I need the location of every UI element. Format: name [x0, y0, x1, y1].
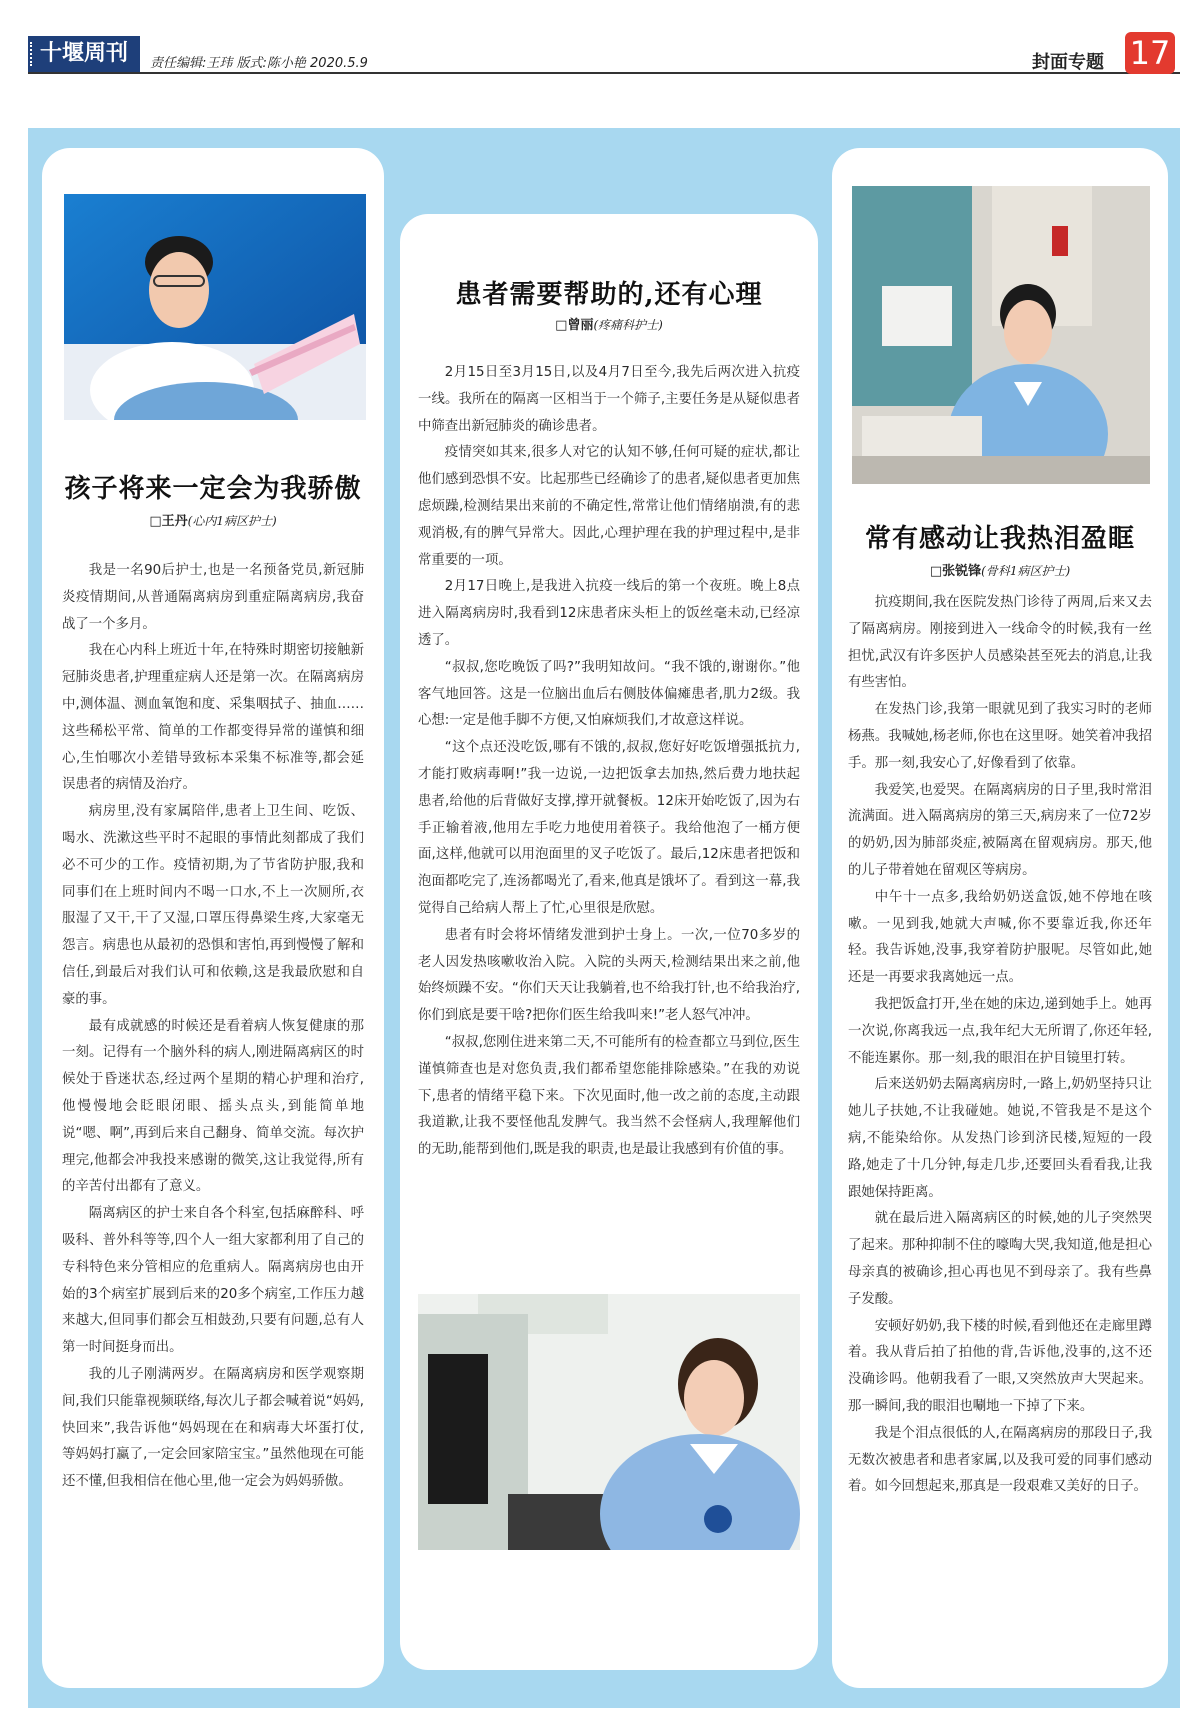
article-paragraph: “这个点还没吃饭,哪有不饿的,叔叔,您好好吃饭增强抵抗力,才能打败病毒啊!”我一边说,一边把饭拿去加热,然后费力地扶起患者,给他的后背做好支撑,撑开就餐板。12床开始吃饭了,因为右手正输着液,他用左手吃力地使用着筷子。我给他泡了一桶方便面,这样,他就可以用泡面里的叉子吃饭了。最后,12床患者把饭和泡面都吃完了,连汤都喝光了,看来,他真是饿坏了。看到这一幕,我觉得自己给病人帮上了忙,心里很是欣慰。 — [418, 740, 800, 916]
author-name: □王丹 — [149, 514, 188, 529]
article-paragraph: 我是个泪点很低的人,在隔离病房的那段日子,我无数次被患者和患者家属,以及我可爱的同事们感动着。如今回想起来,那真是一段艰难又美好的日子。 — [848, 1425, 1152, 1495]
article-paragraph: 安顿好奶奶,我下楼的时候,看到他还在走廊里蹲着。我从背后拍了拍他的背,告诉他,没事的,这不还没确诊吗。他朝我看了一眼,又突然放声大哭起来。那一瞬间,我的眼泪也唰地一下掉了下来。 — [848, 1318, 1152, 1414]
article-paragraph: 抗疫期间,我在医院发热门诊待了两周,后来又去了隔离病房。刚接到进入一线命令的时候,我有一丝担忧,武汉有许多医护人员感染甚至死去的消息,让我有些害怕。 — [848, 595, 1152, 691]
article-paragraph: 我的儿子刚满两岁。在隔离病房和医学观察期间,我们只能靠视频联络,每次儿子都会喊着说“妈妈,快回来”,我告诉他“妈妈现在在和病毒大坏蛋打仗,等妈妈打赢了,一定会回家陪宝宝。”虽然他现在可能还不懂,但我相信在他心里,他一定会为妈妈骄傲。 — [62, 1366, 364, 1490]
author-dept: (心内1病区护士) — [187, 514, 277, 528]
article-paragraph: 我把饭盒打开,坐在她的床边,递到她手上。她再一次说,你离我远一点,我年纪大无所谓了,你还年轻,不能连累你。那一刻,我的眼泪在护目镜里打转。 — [848, 996, 1152, 1066]
article-paragraph: 我是一名90后护士,也是一名预备党员,新冠肺炎疫情期间,从普通隔离病房到重症隔离病房,我奋战了一个多月。 — [62, 563, 364, 632]
page-header — [0, 0, 1200, 100]
article-paragraph: “叔叔,您吃晚饭了吗?”我明知故问。“我不饿的,谢谢你。”他客气地回答。这是一位脑出血后右侧肢体偏瘫患者,肌力2级。我心想:一定是他手脚不方便,又怕麻烦我们,才故意这样说。 — [418, 659, 800, 729]
article-paragraph: 2月15日至3月15日,以及4月7日至今,我先后两次进入抗疫一线。我所在的隔离一区相当于一个筛子,主要任务是从疑似患者中筛查出新冠肺炎的确诊患者。 — [418, 365, 800, 434]
article-paragraph: “叔叔,您刚住进来第二天,不可能所有的检查都立马到位,医生谨慎筛查也是对您负责,我们都希望您能排除感染。”在我的劝说下,患者的情绪平稳下来。下次见面时,他一改之前的态度,主动跟我道歉,让我不要怪他乱发脾气。我当然不会怪病人,我理解他们的无助,能帮到他们,既是我的职责,也是最让我感到有价值的事。 — [418, 1034, 800, 1158]
section-label: 封面专题 — [1032, 52, 1104, 73]
article-photo-2 — [418, 1294, 800, 1550]
article-paragraph: 疫情突如其来,很多人对它的认知不够,任何可疑的症状,都让他们感到恐惧不安。比起那些已经确诊了的患者,疑似患者更加焦虑烦躁,检测结果出来前的不确定性,常常让他们情绪崩溃,有的悲观消极,有的脾气异常大。因此,心理护理在我的护理过程中,是非常重要的一项。 — [418, 445, 800, 568]
article-title-3: 常有感动让我热泪盈眶 — [864, 524, 1135, 554]
article-title-2: 患者需要帮助的,还有心理 — [455, 280, 763, 310]
article-paragraph: 2月17日晚上,是我进入抗疫一线后的第一个夜班。晚上8点进入隔离病房时,我看到12床患者床头柜上的饭丝毫未动,已经凉透了。 — [418, 579, 800, 648]
article-paragraph: 后来送奶奶去隔离病房时,一路上,奶奶坚持只让她儿子扶她,不让我碰她。她说,不管我是不是这个病,不能染给你。从发热门诊到济民楼,短短的一段路,她走了十几分钟,每走几步,还要回头看看我,让我跟她保持距离。 — [848, 1077, 1152, 1200]
article-body-2 — [418, 360, 800, 1164]
article-paragraph: 我爱笑,也爱哭。在隔离病房的日子里,我时常泪流满面。进入隔离病房的第三天,病房来了一位72岁的奶奶,因为肺部炎症,被隔离在留观病房。那天,他的儿子带着她在留观区等病房。 — [848, 782, 1152, 878]
author-dept: (骨科1病区护士) — [981, 564, 1071, 578]
article-byline-1 — [42, 510, 384, 529]
article-paragraph: 患者有时会将坏情绪发泄到护士身上。一次,一位70多岁的老人因发热咳嗽收治入院。入院的头两天,检测结果出来之前,他始终烦躁不安。“你们天天让我躺着,也不给我打针,也不给我治疗,你们到底是要干啥?把你们医生给我叫来!”老人怒气冲冲。 — [418, 927, 800, 1024]
article-byline-3 — [832, 560, 1168, 579]
author-name: □张锐锋 — [929, 564, 982, 579]
article-card-1 — [42, 148, 384, 1688]
article-photo-3 — [852, 186, 1150, 484]
article-body-1 — [62, 558, 364, 1496]
article-paragraph: 隔离病区的护士来自各个科室,包括麻醉科、呼吸科、普外科等等,四个人一组大家都利用了自己的专科特色来分管相应的危重病人。隔离病房也由开始的3个病室扩展到后来的20多个病室,工作压力越来越大,但同事们都会互相鼓劲,只要有问题,总有人第一时间挺身而出。 — [62, 1206, 364, 1356]
article-card-2 — [400, 214, 818, 1670]
article-paragraph: 我在心内科上班近十年,在特殊时期密切接触新冠肺炎患者,护理重症病人还是第一次。在隔离病房中,测体温、测血氧饱和度、采集咽拭子、抽血……这些稀松平常、简单的工作都变得异常的谨慎和细心,生怕哪次小差错导致标本采集不标准等,都会延误患者的病情及治疗。 — [62, 643, 364, 793]
article-paragraph: 就在最后进入隔离病区的时候,她的儿子突然哭了起来。那种抑制不住的嚎啕大哭,我知道,他是担心母亲真的被确诊,担心再也见不到母亲了。我有些鼻子发酸。 — [848, 1211, 1152, 1307]
article-photo-1 — [64, 194, 366, 420]
article-body-3 — [848, 590, 1152, 1501]
author-dept: (疼痛科护士) — [593, 318, 663, 332]
article-paragraph: 在发热门诊,我第一眼就见到了我实习时的老师杨燕。我喊她,杨老师,你也在这里呀。她笑着冲我招手。那一刻,我安心了,好像看到了依靠。 — [848, 702, 1152, 771]
article-paragraph: 病房里,没有家属陪伴,患者上卫生间、吃饭、喝水、洗漱这些平时不起眼的事情此刻都成了我们必不可少的工作。疫情初期,为了节省防护服,我和同事们在上班时间内不喝一口水,不上一次厕所,衣服湿了又干,干了又湿,口罩压得鼻梁生疼,大家毫无怨言。病患也从最初的恐惧和害怕,再到慢慢了解和信任,到最后对我们认可和依赖,这是我最欣慰和自豪的事。 — [62, 804, 364, 1007]
masthead-logo: 十堰周刊 — [28, 36, 140, 72]
header-rule — [28, 72, 1180, 74]
article-card-3 — [832, 148, 1168, 1688]
page-number-badge: 17 — [1125, 32, 1175, 74]
article-byline-2 — [400, 314, 818, 333]
article-title-1: 孩子将来一定会为我骄傲 — [64, 474, 362, 504]
author-name: □曾丽 — [555, 318, 594, 333]
article-paragraph: 中午十一点多,我给奶奶送盒饭,她不停地在咳嗽。一见到我,她就大声喊,你不要靠近我,你还年轻。我告诉她,没事,我穿着防护服呢。尽管如此,她还是一再要求我离她远一点。 — [848, 889, 1152, 986]
editor-line: 责任编辑:王玮 版式:陈小艳 2020.5.9 — [150, 56, 368, 71]
article-paragraph: 最有成就感的时候还是看着病人恢复健康的那一刻。记得有一个脑外科的病人,刚进隔离病区的时候处于昏迷状态,经过两个星期的精心护理和治疗,他慢慢地会眨眼闭眼、摇头点头,到能简单地说“嗯、啊”,再到后来自己翻身、简单交流。每次护理完,他都会冲我投来感谢的微笑,这让我觉得,所有的辛苦付出都有了意义。 — [62, 1018, 364, 1195]
